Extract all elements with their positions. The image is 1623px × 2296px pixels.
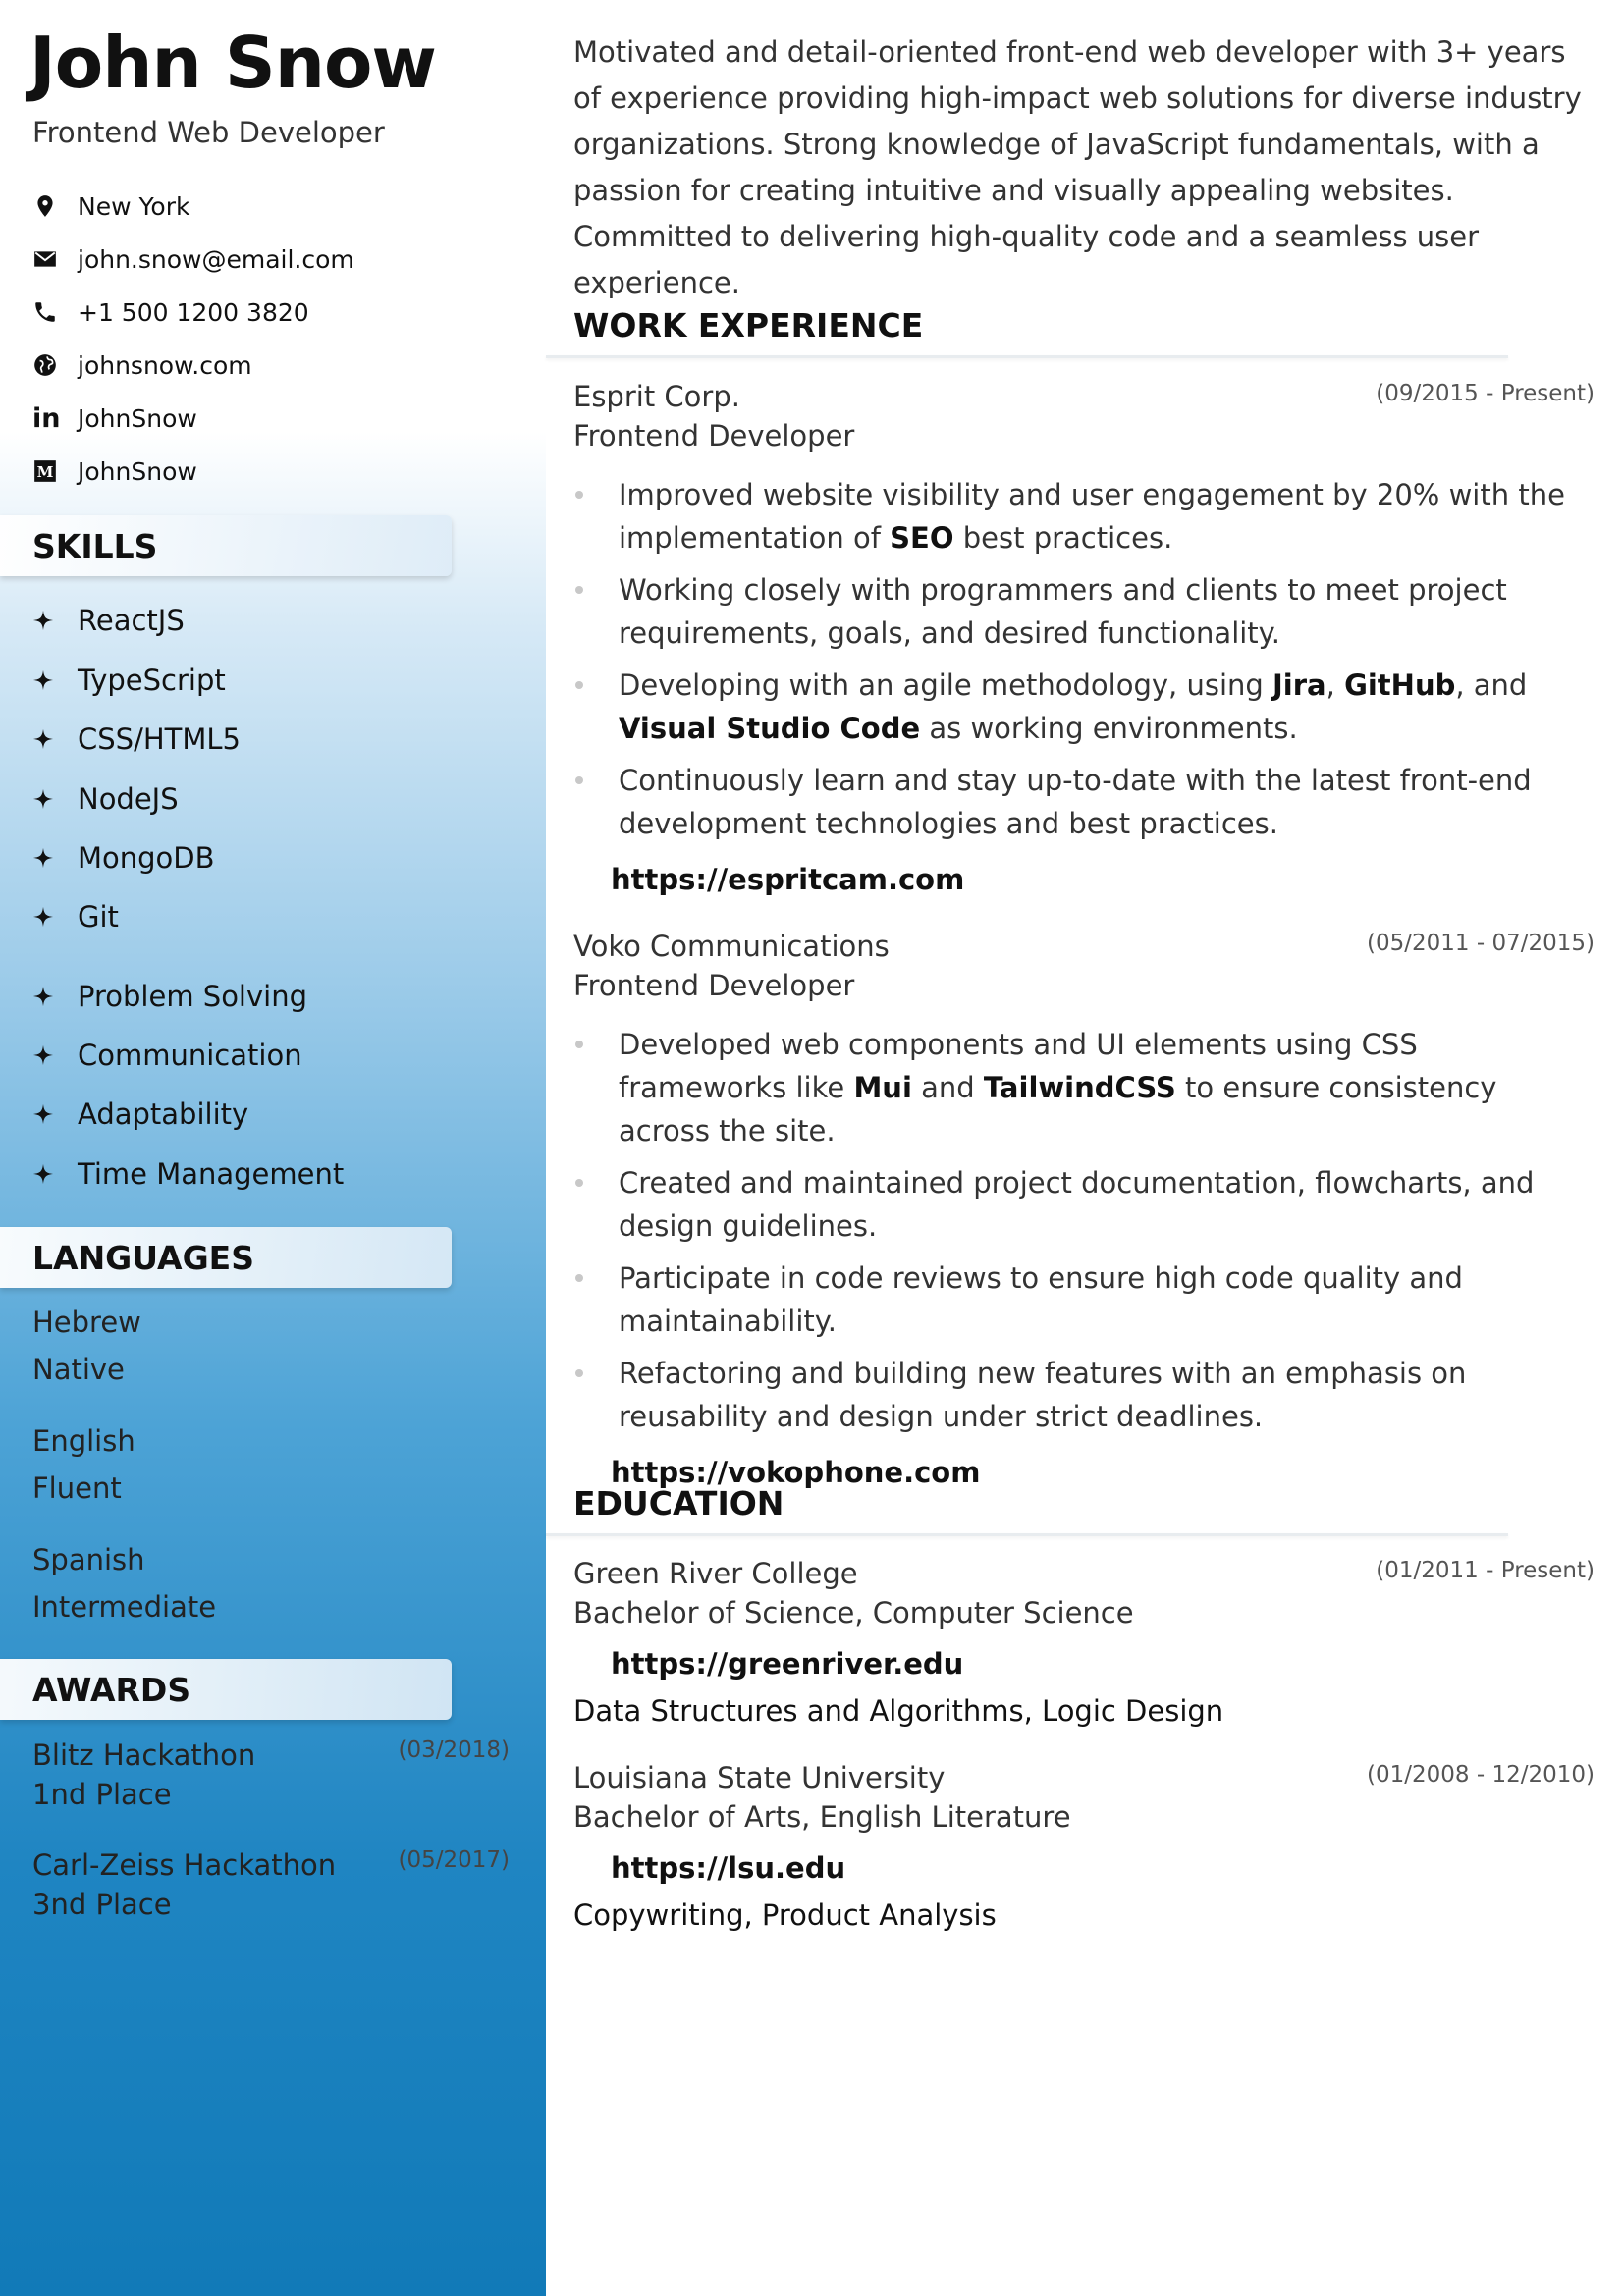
skill-item: CSS/HTML5 — [32, 720, 241, 759]
contact-website[interactable] — [32, 339, 354, 392]
language-name: Hebrew — [32, 1306, 141, 1339]
language-item — [32, 1536, 216, 1630]
languages-heading-bar — [0, 1227, 452, 1288]
contact-phone-text[interactable]: +1 500 1200 3820 — [78, 297, 309, 327]
sparkle-icon — [32, 728, 54, 750]
email-icon — [32, 246, 58, 272]
job-entry — [573, 927, 1595, 1489]
education-url-link[interactable]: https://greenriver.edu — [611, 1647, 964, 1681]
job-bullet: Working closely with programmers and clients to meet project requirements, goals, and desired functionality. — [573, 568, 1595, 655]
sparkle-icon — [32, 669, 54, 691]
contact-email-text[interactable]: john.snow@email.com — [78, 244, 354, 274]
language-item — [32, 1299, 141, 1393]
medium-icon — [32, 458, 58, 484]
work-experience-heading: WORK EXPERIENCE — [573, 306, 924, 345]
job-bullet: Continuously learn and stay up-to-date with the latest front-end development technologies and best practices. — [573, 759, 1595, 845]
language-level: Intermediate — [32, 1590, 217, 1624]
language-name: Spanish — [32, 1543, 145, 1576]
svg-text:M: M — [36, 462, 54, 481]
languages-heading: LANGUAGES — [32, 1239, 254, 1277]
candidate-name: John Snow — [29, 22, 436, 104]
sparkle-icon — [32, 1163, 54, 1185]
contact-website-text[interactable]: johnsnow.com — [78, 350, 252, 380]
sparkle-icon — [32, 788, 54, 810]
section-divider — [546, 355, 1508, 358]
skills-heading: SKILLS — [32, 527, 158, 565]
linkedin-icon: in — [32, 402, 61, 434]
job-bullet: Participate in code reviews to ensure high code quality and maintainability. — [573, 1256, 1595, 1343]
contact-medium-text[interactable]: JohnSnow — [78, 456, 197, 486]
job-url-link[interactable]: https://espritcam.com — [611, 863, 965, 896]
sparkle-icon — [32, 986, 54, 1007]
job-title: Frontend Developer — [573, 969, 855, 1002]
contact-phone[interactable] — [32, 286, 354, 339]
language-item — [32, 1417, 135, 1512]
award-place: 3nd Place — [32, 1888, 172, 1921]
skill-item: Problem Solving — [32, 977, 307, 1016]
skill-item: Adaptability — [32, 1095, 248, 1134]
job-bullet: Refactoring and building new features with an emphasis on reusability and design under strict deadlines. — [573, 1352, 1595, 1438]
awards-heading-bar — [0, 1659, 452, 1720]
job-entry — [573, 377, 1595, 896]
candidate-role: Frontend Web Developer — [32, 116, 385, 149]
job-bullets — [573, 1023, 1595, 1438]
award-date: (05/2017) — [398, 1847, 510, 1873]
education-school: Louisiana State University — [573, 1761, 946, 1794]
sparkle-icon — [32, 1103, 54, 1125]
job-bullet: Developing with an agile methodology, using Jira, GitHub, and Visual Studio Code as working environments. — [573, 664, 1595, 750]
job-bullet: Improved website visibility and user engagement by 20% with the implementation of SEO best practices. — [573, 473, 1595, 560]
award-item — [32, 1845, 510, 1924]
contact-list — [32, 180, 354, 498]
job-title: Frontend Developer — [573, 419, 855, 453]
sparkle-icon — [32, 610, 54, 631]
skill-item: MongoDB — [32, 838, 215, 878]
job-company: Voko Communications — [573, 930, 890, 963]
education-entry — [573, 1758, 1595, 1937]
sidebar — [0, 0, 546, 2296]
contact-location-text: New York — [78, 191, 190, 221]
phone-icon — [32, 299, 58, 325]
section-divider — [546, 1533, 1508, 1536]
job-date: (09/2015 - Present) — [1376, 381, 1595, 406]
contact-email[interactable] — [32, 233, 354, 286]
contact-linkedin-text[interactable]: JohnSnow — [78, 403, 197, 433]
award-name: Carl-Zeiss Hackathon — [32, 1848, 337, 1882]
contact-location — [32, 180, 354, 233]
job-company: Esprit Corp. — [573, 380, 740, 413]
sparkle-icon — [32, 847, 54, 869]
award-name: Blitz Hackathon — [32, 1738, 256, 1772]
award-date: (03/2018) — [398, 1737, 510, 1763]
contact-linkedin[interactable] — [32, 392, 354, 445]
job-bullet: Created and maintained project documentation, flowcharts, and design guidelines. — [573, 1161, 1595, 1248]
job-date: (05/2011 - 07/2015) — [1367, 931, 1595, 956]
award-place: 1nd Place — [32, 1778, 172, 1811]
education-degree: Bachelor of Science, Computer Science — [573, 1596, 1134, 1629]
education-courses: Copywriting, Product Analysis — [573, 1898, 997, 1932]
education-courses: Data Structures and Algorithms, Logic Design — [573, 1694, 1224, 1728]
award-item — [32, 1735, 510, 1814]
education-degree: Bachelor of Arts, English Literature — [573, 1800, 1071, 1834]
skill-item: Time Management — [32, 1154, 344, 1194]
language-level: Fluent — [32, 1471, 122, 1505]
education-url-link[interactable]: https://lsu.edu — [611, 1851, 846, 1885]
skill-item: Communication — [32, 1036, 302, 1075]
skill-item: NodeJS — [32, 779, 179, 819]
language-name: English — [32, 1424, 135, 1458]
job-bullets — [573, 473, 1595, 845]
skills-heading-bar — [0, 515, 452, 576]
awards-heading: AWARDS — [32, 1671, 191, 1709]
job-bullet: Developed web components and UI elements using CSS frameworks like Mui and TailwindCSS to ensure consistency across the site. — [573, 1023, 1595, 1152]
education-heading: EDUCATION — [573, 1484, 784, 1522]
job-url-link[interactable]: https://vokophone.com — [611, 1456, 981, 1489]
education-school: Green River College — [573, 1557, 858, 1590]
language-level: Native — [32, 1353, 125, 1386]
skill-item: Git — [32, 897, 119, 936]
sparkle-icon — [32, 1044, 54, 1066]
skill-item: TypeScript — [32, 661, 226, 700]
location-pin-icon — [32, 193, 58, 219]
education-date: (01/2011 - Present) — [1376, 1558, 1595, 1583]
sparkle-icon — [32, 906, 54, 928]
education-date: (01/2008 - 12/2010) — [1367, 1762, 1595, 1788]
contact-medium[interactable] — [32, 445, 354, 498]
education-entry — [573, 1554, 1595, 1733]
globe-icon — [32, 352, 58, 378]
main-content — [546, 0, 1623, 2296]
profile-summary: Motivated and detail-oriented front-end web developer with 3+ years of experience providing high-impact web solutions for diverse industry organizations. Strong knowledge of JavaScript fundamentals, with a passion for creating intuitive and visually appealing websites. Committed to delivering high-quality code and a seamless user experience. — [573, 35, 1582, 299]
skill-item: ReactJS — [32, 601, 185, 640]
